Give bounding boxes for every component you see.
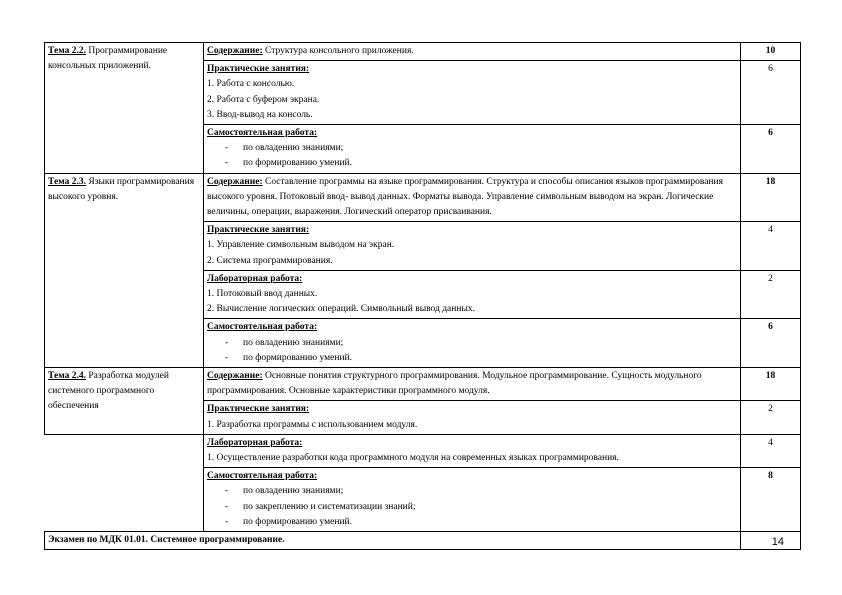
topic-cell: Тема 2.3. Языки программирования высокого уровня. xyxy=(45,173,204,367)
table-row xyxy=(45,434,801,467)
empty-topic-cell xyxy=(45,434,204,531)
hours-cell: 10 xyxy=(741,43,801,61)
hours-cell: 6 xyxy=(741,319,801,368)
hours-cell: 4 xyxy=(741,222,801,271)
practice-cell: Практические занятия: 1. Разработка программы с использованием модуля. xyxy=(204,401,741,434)
self-study-cell: Самостоятельная работа: - по овладению знаниями; - по закреплению и систематизации знаний; - по формированию умений. xyxy=(204,468,741,532)
self-study-cell: Самостоятельная работа: - по овладению знаниями; - по формированию умений. xyxy=(204,125,741,174)
hours-cell: 18 xyxy=(741,368,801,401)
content-cell: Содержание: Структура консольного приложения. xyxy=(204,43,741,61)
content-cell: Содержание: Составление программы на языке программирования. Структура и способы описания языков программирования высокого уровня. Потоковый ввод- вывод данных. Форматы вывода. Управление символьным выводом на экран. Логические величины, операции, выражения. Логический оператор присваивания. xyxy=(204,173,741,222)
hours-cell: 6 xyxy=(741,61,801,125)
hours-cell: 8 xyxy=(741,468,801,532)
exam-cell: Экзамен по МДК 01.01. Системное программирование. xyxy=(45,532,741,550)
practice-cell: Практические занятия: 1. Управление символьным выводом на экран. 2. Система программирования. xyxy=(204,222,741,271)
hours-cell: 4 xyxy=(741,434,801,467)
table-row xyxy=(45,368,801,401)
topic-cell: Тема 2.4. Разработка модулей системного программного обеспечения xyxy=(45,368,204,435)
lab-cell: Лабораторная работа: 1. Осуществление разработки кода программного модуля на современных языках программирования. xyxy=(204,434,741,467)
hours-cell: 2 xyxy=(741,270,801,319)
table-row xyxy=(45,532,801,550)
self-study-cell: Самостоятельная работа: - по овладению знаниями; - по формированию умений. xyxy=(204,319,741,368)
content-cell: Содержание: Основные понятия структурного программирования. Модульное программирование. Сущность модульного программирования. Основные характеристики программного модуля. xyxy=(204,368,741,401)
table-row xyxy=(45,173,801,222)
lab-cell: Лабораторная работа: 1. Потоковый ввод данных. 2. Вычисление логических операций. Символьный вывод данных. xyxy=(204,270,741,319)
exam-hours-cell xyxy=(741,532,801,550)
hours-cell: 2 xyxy=(741,401,801,434)
practice-cell: Практические занятия: 1. Работа с консолью. 2. Работа с буфером экрана. 3. Ввод-вывод на консоль. xyxy=(204,61,741,125)
hours-cell: 18 xyxy=(741,173,801,222)
hours-cell: 6 xyxy=(741,125,801,174)
curriculum-table xyxy=(44,42,801,550)
topic-cell: Тема 2.2. Программирование консольных приложений. xyxy=(45,43,204,174)
table-row xyxy=(45,43,801,61)
page-number: 14 xyxy=(771,536,784,548)
